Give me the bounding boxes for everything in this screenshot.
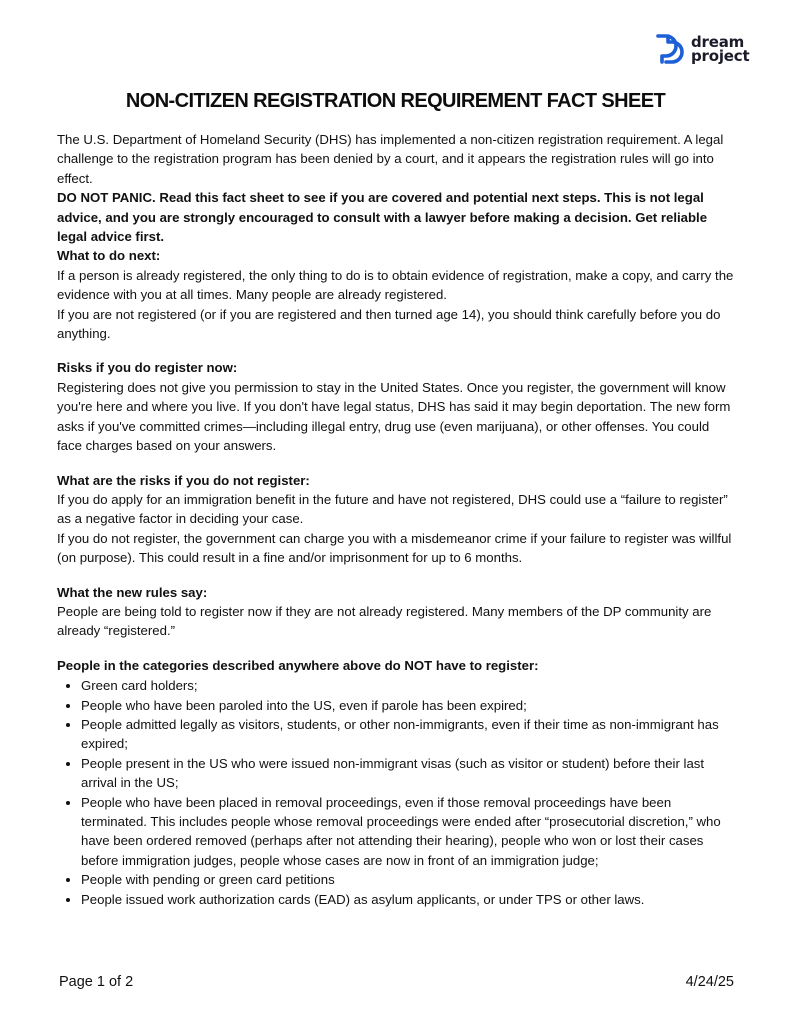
section-heading: What the new rules say:	[57, 584, 208, 600]
section-paragraph: If you are not registered (or if you are registered and then turned age 14), you should think carefully before you do anything.	[57, 306, 721, 342]
list-item: • People present in the US who were issued non-immigrant visas (such as visitor or student) before their last arrival in the US;	[81, 754, 737, 793]
exempt-list	[57, 676, 737, 909]
page-number: Page 1 of 2	[59, 974, 134, 990]
list-item: • People who have been paroled into the US, even if parole has been expired;	[81, 696, 737, 715]
section-paragraph: If you do not register, the government can charge you with a misdemeanor crime if your failure to register was willful (on purpose). This could result in a fine and/or imprisonment for up to 6 months.	[57, 530, 732, 566]
dream-project-logo	[652, 32, 749, 66]
warning-paragraph: DO NOT PANIC. Read this fact sheet to see if you are covered and potential next steps. This is not legal advice, and you are strongly encouraged to consult with a lawyer before making a decision. Get reliable legal advice first.	[57, 190, 708, 245]
section-paragraph: Registering does not give you permission to stay in the United States. Once you register, the government will know you're here and where you live. If you don't have legal status, DHS has said it may begin deportation. The new form asks if you've committed crimes—including illegal entry, drug use (even marijuana), or other offenses. You could face charges based on your answers.	[57, 379, 731, 454]
list-item: • People who have been placed in removal proceedings, even if those removal proceedings have been terminated. This includes people whose removal proceedings were ended after “prosecutorial discretion,” who have been ordered removed (perhaps after not attending their hearing), people who won or lost their cases before immigration judges, people whose cases are now in front of an immigration judge;	[81, 793, 737, 871]
section-heading: What to do next:	[57, 248, 161, 264]
section-what-to-do-next	[57, 246, 737, 343]
section-exempt	[57, 656, 737, 909]
logo-wordmark	[691, 35, 749, 63]
section-paragraph: If a person is already registered, the only thing to do is to obtain evidence of registration, make a copy, and carry the evidence with you at all times. Many people are already registered.	[57, 267, 734, 303]
document-date: 4/24/25	[685, 974, 734, 990]
list-item: • People issued work authorization cards (EAD) as asylum applicants, or under TPS or other laws.	[81, 890, 737, 909]
list-item: • Green card holders;	[81, 676, 737, 695]
list-item: • People admitted legally as visitors, students, or other non-immigrants, even if their time as non-immigrant has expired;	[81, 715, 737, 754]
section-heading: Risks if you do register now:	[57, 360, 238, 376]
section-paragraph: People are being told to register now if they are not already registered. Many members of the DP community are already “registered.”	[57, 603, 712, 639]
section-heading: What are the risks if you do not register:	[57, 472, 310, 488]
section-new-rules	[57, 583, 737, 641]
page-title: NON-CITIZEN REGISTRATION REQUIREMENT FACT SHEET	[125, 90, 666, 112]
section-risks-register	[57, 358, 737, 455]
document-body	[57, 130, 737, 909]
dream-project-logo-icon	[652, 32, 686, 66]
logo-line-1: dream	[691, 33, 745, 51]
logo-line-2: project	[691, 47, 750, 65]
intro-paragraph: The U.S. Department of Homeland Security (DHS) has implemented a non-citizen registration requirement. A legal challenge to the registration program has been denied by a court, and it appears the registration rules will go into effect.	[57, 132, 724, 186]
list-item: • People with pending or green card petitions	[81, 870, 737, 889]
section-heading: People in the categories described anywhere above do NOT have to register:	[57, 657, 539, 673]
section-paragraph: If you do apply for an immigration benefit in the future and have not registered, DHS could use a “failure to register” as a negative factor in deciding your case.	[57, 491, 728, 527]
section-risks-not-register	[57, 471, 737, 568]
